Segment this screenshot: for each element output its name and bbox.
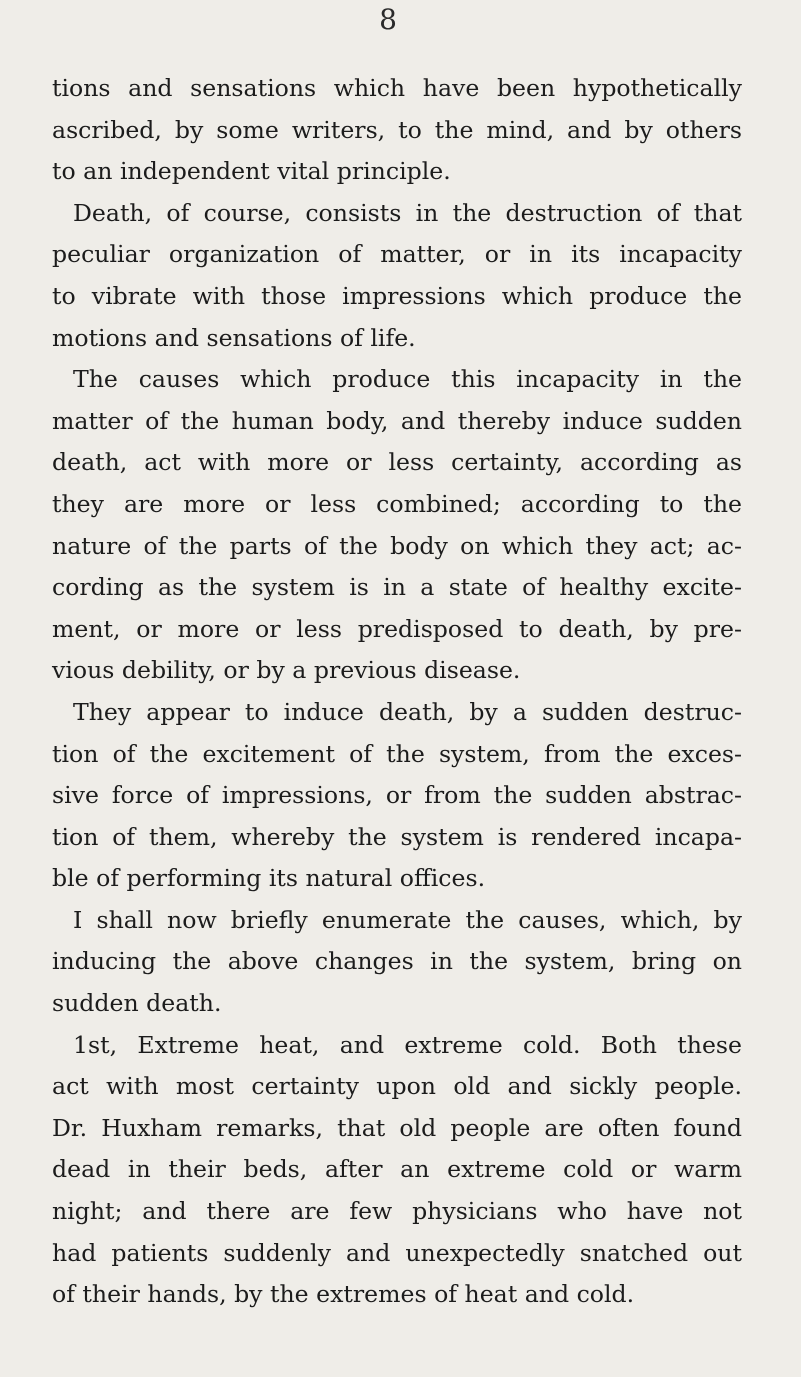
text-line: tion of them, whereby the system is rendered incapa- bbox=[52, 822, 742, 851]
text-line: ble of performing its natural offices. bbox=[52, 864, 486, 893]
text-line: They appear to induce death, by a sudden destruc- bbox=[73, 697, 742, 726]
text-line: dead in their beds, after an extreme cold or warm bbox=[52, 1155, 742, 1184]
text-line: tion of the excitement of the system, from the exces- bbox=[52, 739, 742, 768]
text-line: Death, of course, consists in the destruction of that bbox=[73, 198, 742, 227]
text-line: ment, or more or less predisposed to death, by pre- bbox=[52, 614, 742, 643]
text-line: motions and sensations of life. bbox=[52, 323, 416, 352]
text-line: death, act with more or less certainty, according as bbox=[52, 448, 742, 477]
text-line: Dr. Huxham remarks, that old people are often found bbox=[52, 1113, 742, 1142]
text-line: had patients suddenly and unexpectedly snatched out bbox=[52, 1238, 742, 1267]
page-number: 8 bbox=[379, 3, 397, 36]
text-line: to an independent vital principle. bbox=[52, 157, 451, 186]
text-line: matter of the human body, and thereby induce sudden bbox=[52, 406, 742, 435]
body-text bbox=[52, 68, 742, 1316]
text-line: act with most certainty upon old and sickly people. bbox=[52, 1072, 742, 1101]
text-line: peculiar organization of matter, or in its incapacity bbox=[52, 240, 742, 269]
text-line: I shall now briefly enumerate the causes, which, by bbox=[73, 905, 742, 934]
text-line: of their hands, by the extremes of heat and cold. bbox=[52, 1280, 635, 1309]
text-line: 1st, Extreme heat, and extreme cold. Both these bbox=[73, 1030, 742, 1059]
text-line: they are more or less combined; according to the bbox=[52, 489, 742, 518]
text-line: sive force of impressions, or from the sudden abstrac- bbox=[52, 781, 742, 810]
text-line: vious debility, or by a previous disease. bbox=[52, 656, 521, 685]
text-line: sudden death. bbox=[52, 989, 222, 1018]
text-line: tions and sensations which have been hypothetically bbox=[52, 74, 742, 102]
text-line: nature of the parts of the body on which they act; ac- bbox=[52, 531, 742, 560]
text-line: night; and there are few physicians who have not bbox=[52, 1197, 742, 1226]
text-line: ascribed, by some writers, to the mind, and by others bbox=[52, 115, 742, 144]
text-line: cording as the system is in a state of healthy excite- bbox=[52, 573, 742, 602]
text-line: The causes which produce this incapacity in the bbox=[73, 365, 742, 394]
text-line: inducing the above changes in the system, bring on bbox=[52, 947, 742, 976]
text-line: to vibrate with those impressions which produce the bbox=[52, 281, 742, 310]
